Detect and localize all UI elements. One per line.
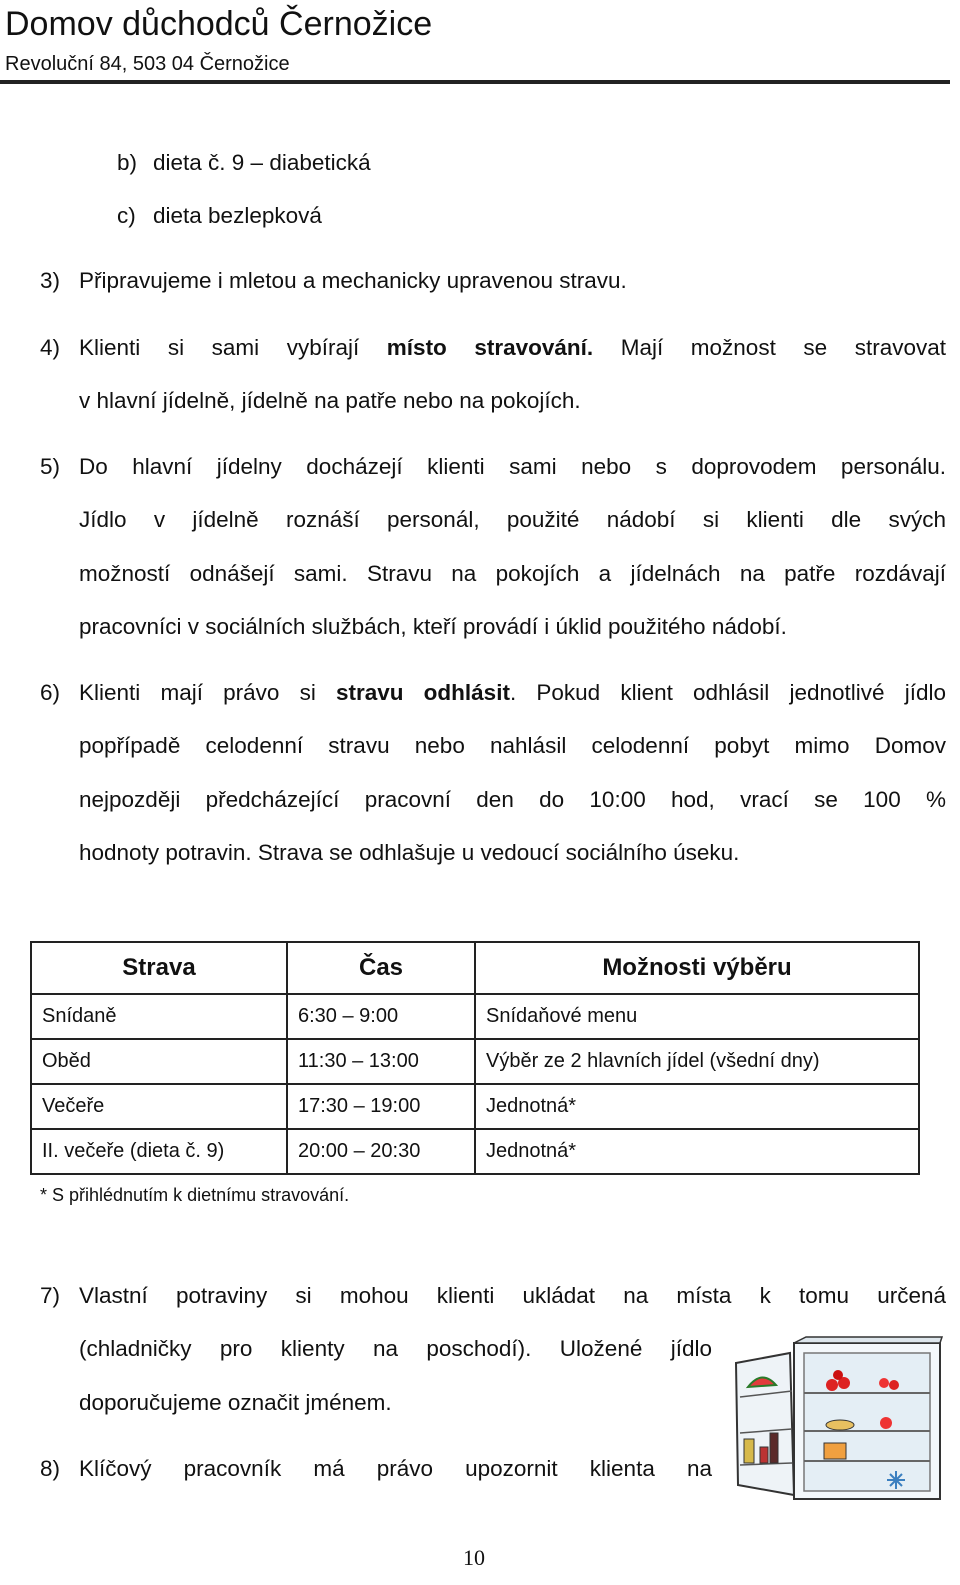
table-row [31, 1084, 919, 1129]
item5-marker: 5) [40, 454, 61, 479]
item3-text: Připravujeme i mletou a mechanicky upravenou stravu. [79, 268, 627, 293]
item7-line2: (chladničky pro klienty na poschodí). Uložené jídlo [79, 1336, 712, 1361]
table-cell: Výběr ze 2 hlavních jídel (všední dny) [475, 1039, 919, 1084]
header-rule [0, 80, 950, 84]
item4-line1: Klienti si sami vybírají místo stravování. Mají možnost se stravovat [79, 335, 946, 360]
table-cell: Snídaně [31, 994, 287, 1039]
table-header: Strava [31, 942, 287, 994]
table-cell: 20:00 – 20:30 [287, 1129, 475, 1174]
item8-line1: Klíčový pracovník má právo upozornit klienta na [79, 1456, 712, 1481]
item3-marker: 3) [40, 268, 61, 293]
list-marker-c: c) [117, 203, 136, 228]
header-address: Revoluční 84, 503 04 Černožice [5, 53, 290, 75]
item5-line1: Do hlavní jídelny docházejí klienti sami nebo s doprovodem personálu. [79, 454, 946, 479]
item6-line3: nejpozději předcházející pracovní den do 10:00 hod, vrací se 100 % [79, 787, 946, 812]
item4-marker: 4) [40, 335, 61, 360]
table-footnote: * S přihlédnutím k dietnímu stravování. [40, 1185, 350, 1205]
table-cell: Oběd [31, 1039, 287, 1084]
item6-line1: Klienti mají právo si stravu odhlásit. Pokud klient odhlásil jednotlivé jídlo [79, 680, 946, 705]
table-header: Možnosti výběru [475, 942, 919, 994]
item5-line4: pracovníci v sociálních službách, kteří provádí i úklid použitého nádobí. [79, 614, 787, 639]
table-cell: 6:30 – 9:00 [287, 994, 475, 1039]
item5-line3: možností odnášejí sami. Stravu na pokojích a jídelnách na patře rozdávají [79, 561, 946, 586]
item6-line4: hodnoty potravin. Strava se odhlašuje u vedoucí sociálního úseku. [79, 840, 740, 865]
table-row [31, 994, 919, 1039]
page-number: 10 [463, 1545, 485, 1570]
table-cell: Snídaňové menu [475, 994, 919, 1039]
header-title: Domov důchodců Černožice [5, 5, 433, 43]
item7-line3: doporučujeme označit jménem. [79, 1390, 392, 1415]
table-cell: Večeře [31, 1084, 287, 1129]
table-row [31, 1129, 919, 1174]
list-marker-b: b) [117, 150, 138, 175]
table-row [31, 1039, 919, 1084]
table-header-row [31, 942, 919, 994]
item6-marker: 6) [40, 680, 61, 705]
table-cell: Jednotná* [475, 1129, 919, 1174]
item5-line2: Jídlo v jídelně roznáší personál, použité nádobí si klienti dle svých [79, 507, 946, 532]
table-cell: Jednotná* [475, 1084, 919, 1129]
table-cell: 17:30 – 19:00 [287, 1084, 475, 1129]
table-cell: 11:30 – 13:00 [287, 1039, 475, 1084]
table-cell: II. večeře (dieta č. 9) [31, 1129, 287, 1174]
item4-line2: v hlavní jídelně, jídelně na patře nebo na pokojích. [79, 388, 581, 413]
list-item-c: dieta bezlepková [153, 203, 322, 228]
item7-marker: 7) [40, 1283, 61, 1308]
item7-line1: Vlastní potraviny si mohou klienti ukládat na místa k tomu určená [79, 1283, 946, 1308]
item8-marker: 8) [40, 1456, 61, 1481]
open-refrigerator-illustration [728, 1335, 948, 1505]
meal-schedule-table [30, 941, 920, 1175]
table-header: Čas [287, 942, 475, 994]
item6-line2: popřípadě celodenní stravu nebo nahlásil celodenní pobyt mimo Domov [79, 733, 946, 758]
list-item-b: dieta č. 9 – diabetická [153, 150, 371, 175]
